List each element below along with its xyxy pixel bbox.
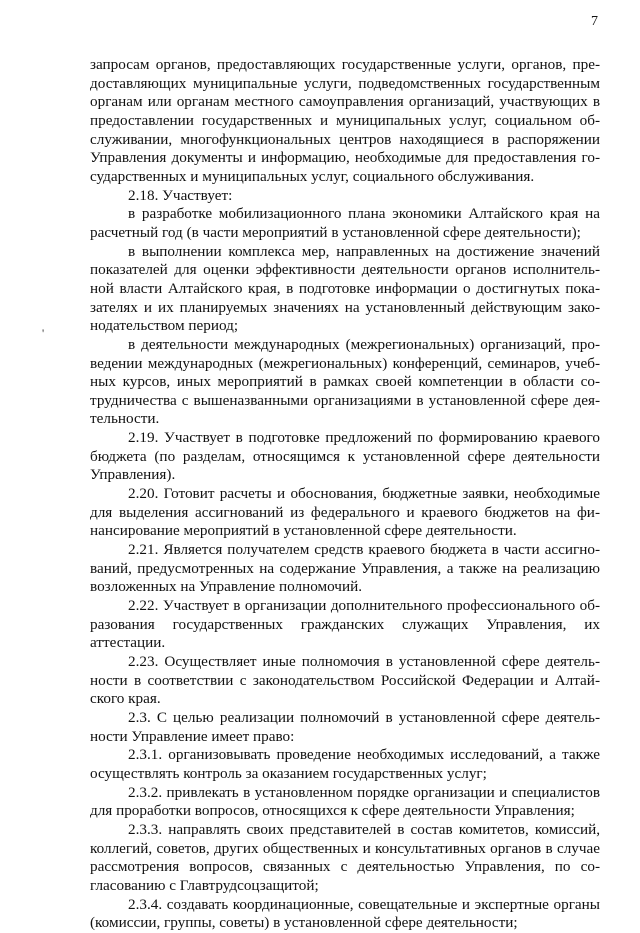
paragraph-2-3-2: 2.3.2. привлекать в установленном порядке организации и специалистов для проработки вопросов, относящихся к сфере деятельности Управления; — [90, 783, 600, 820]
document-body — [90, 56, 600, 933]
paragraph-2-3-3: 2.3.3. направлять своих представителей в состав комитетов, комиссий, коллегий, советов, других общественных и консультативных органов в случае рассмотрения вопросов, связанных с деятельностью Управления, по согласованию с Главтрудсоцзащитой; — [90, 820, 600, 894]
paragraph-2-18-international: в деятельности международных (межрегиональных) организаций, проведении международных (межрегиональных) конференций, семинаров, учебных курсов, иных мероприятий в рамках своей компетенции в области сотрудничества с вышеназванными организациями в установленной сфере деятельности. — [90, 335, 600, 428]
paragraph-2-18-mobilization: в разработке мобилизационного плана экономики Алтайского края на расчетный год (в части мероприятий в установленной сфере деятельности); — [90, 205, 600, 241]
paragraph-2-20: 2.20. Готовит расчеты и обоснования, бюджетные заявки, необходимые для выделения ассигнований из федерального и краевого бюджетов на финансирование мероприятий в установленной сфере деятельности. — [90, 485, 600, 540]
paragraph-2-21: 2.21. Является получателем средств краевого бюджета в части ассигнований, предусмотренных на содержание Управления, а также на реализацию возложенных на Управление полномочий. — [90, 541, 600, 596]
paragraph-2-23: 2.23. Осуществляет иные полномочия в установленной сфере деятельности в соответствии с законодательством Российской Федерации и Алтайского края. — [90, 653, 600, 708]
paragraph-2-18: 2.18. Участвует: — [128, 186, 233, 204]
paragraph-2-19: 2.19. Участвует в подготовке предложений по формированию краевого бюджета (по разделам, относящимся к установленной сфере деятельности Управления). — [90, 429, 600, 484]
paragraph-2-3-1: 2.3.1. организовывать проведение необходимых исследований, а также осуществлять контроль за оказанием государственных услуг; — [90, 746, 600, 782]
paragraph-2-22: 2.22. Участвует в организации дополнительного профессионального образования государственных гражданских служащих Управления, их аттестации. — [90, 597, 600, 652]
paragraph-2-3-4: 2.3.4. создавать координационные, совещательные и экспертные органы (комиссии, группы, советы) в установленной сфере деятельности; — [90, 895, 600, 932]
paragraph-2-18-efficiency: в выполнении комплекса мер, направленных на достижение значений показателей для оценки эффективности деятельности органов исполнительной власти Алтайского края, в подготовке информации о достигнутых показателях и их планируемых значениях на установленный действующим законодательством период; — [90, 242, 600, 335]
page-number: 7 — [591, 14, 598, 29]
paragraph-2-3: 2.3. С целью реализации полномочий в установленной сфере деятельности Управление имеет право: — [90, 708, 600, 745]
paragraph-continuation: запросам органов, предоставляющих государственные услуги, органов, предоставляющих муниципальные услуги, подведомственных государственным органам или органам местного самоуправления организаций, участвующих в предоставлении государственных и муниципальных услуг, социальном обслуживании, многофункциональных центров находящиеся в распоряжении Управления документы и информацию, необходимые для предоставления государственных и муниципальных услуг, социального обслуживания. — [90, 56, 600, 185]
scan-artifact-mark: ' — [42, 326, 45, 340]
